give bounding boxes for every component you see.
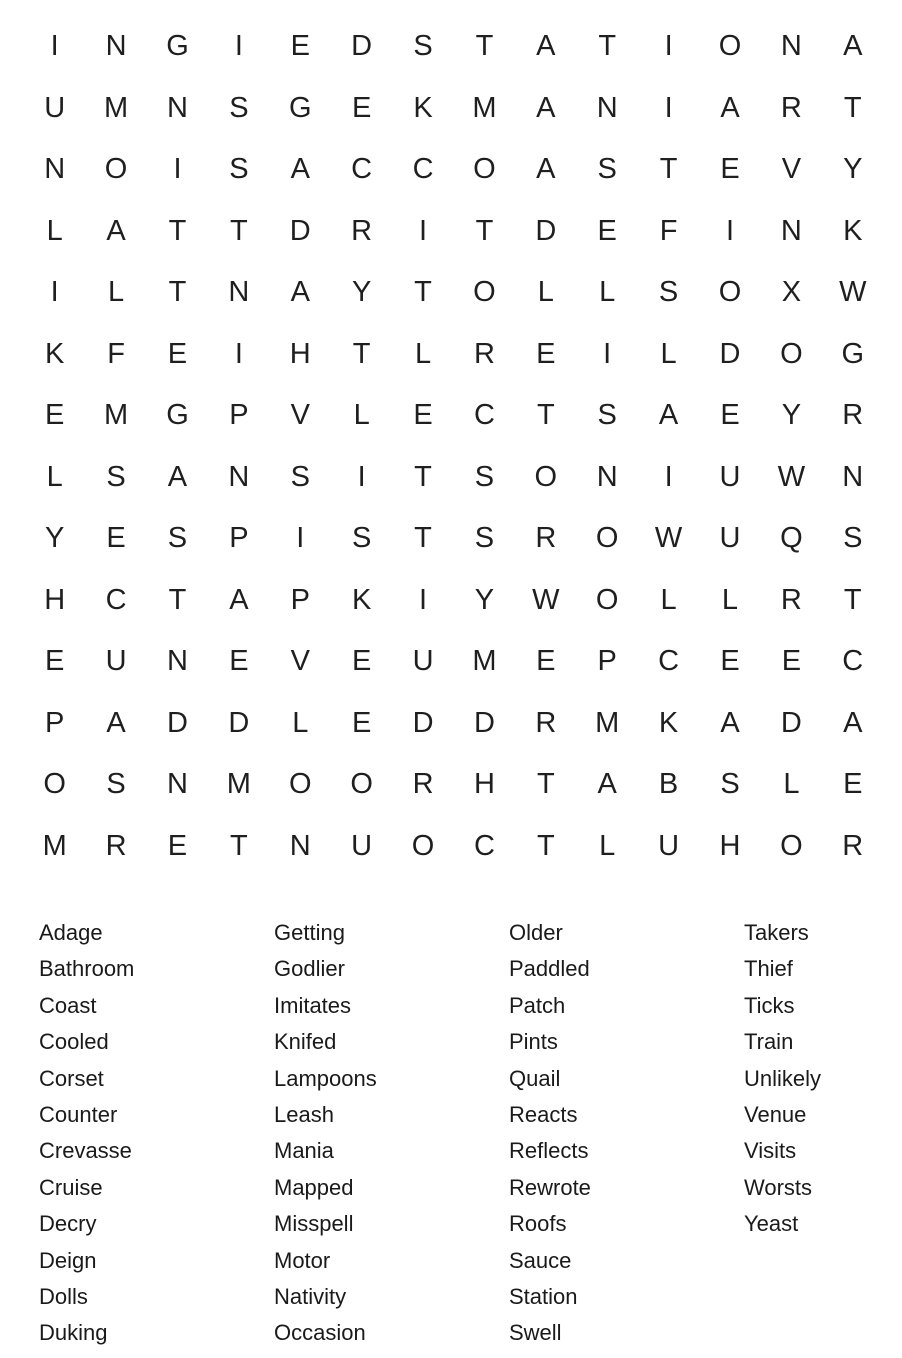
- grid-letter[interactable]: R: [412, 768, 434, 801]
- grid-letter[interactable]: R: [351, 214, 373, 247]
- grid-letter[interactable]: S: [167, 522, 188, 555]
- grid-letter[interactable]: D: [351, 30, 373, 63]
- grid-letter[interactable]: L: [46, 460, 63, 493]
- grid-letter[interactable]: M: [226, 768, 251, 801]
- word-list-item: Worsts: [744, 1174, 813, 1200]
- word-list-item: Mapped: [274, 1174, 354, 1200]
- grid-letter[interactable]: E: [45, 645, 65, 678]
- grid-letter[interactable]: T: [230, 214, 248, 247]
- word-list-item: Paddled: [509, 956, 590, 982]
- grid-letter[interactable]: O: [473, 276, 496, 309]
- grid-letter[interactable]: D: [719, 337, 741, 370]
- grid-letter[interactable]: C: [473, 399, 495, 432]
- grid-letter[interactable]: S: [474, 522, 495, 555]
- word-list-item: Deign: [39, 1247, 97, 1273]
- grid-letter[interactable]: S: [106, 768, 126, 801]
- grid-letter[interactable]: H: [719, 829, 741, 862]
- grid-letter[interactable]: S: [290, 460, 310, 493]
- grid-letter[interactable]: E: [597, 214, 617, 247]
- word-list-item: Corset: [39, 1065, 104, 1091]
- grid-letter[interactable]: N: [105, 30, 127, 63]
- word-list-item: Mania: [274, 1138, 334, 1164]
- grid-letter[interactable]: W: [777, 460, 806, 493]
- grid-letter[interactable]: T: [414, 460, 432, 493]
- grid-letter[interactable]: O: [104, 153, 128, 186]
- grid-letter[interactable]: I: [234, 30, 243, 63]
- grid-letter[interactable]: D: [780, 706, 802, 739]
- grid-letter[interactable]: P: [290, 583, 310, 616]
- grid-letter[interactable]: R: [842, 829, 864, 862]
- grid-letter[interactable]: S: [597, 153, 617, 186]
- word-list-item: Getting: [274, 920, 345, 945]
- grid-letter[interactable]: I: [234, 337, 243, 370]
- grid-letter[interactable]: C: [412, 153, 434, 186]
- grid-letter[interactable]: O: [411, 829, 435, 862]
- grid-letter[interactable]: U: [44, 91, 66, 124]
- grid-letter[interactable]: N: [228, 460, 250, 493]
- grid-letter[interactable]: T: [475, 30, 494, 63]
- grid-letter[interactable]: O: [780, 337, 803, 370]
- word-list-item: Sauce: [509, 1247, 572, 1273]
- grid-letter[interactable]: L: [46, 214, 63, 247]
- grid-letter[interactable]: H: [473, 768, 495, 801]
- grid-letter[interactable]: S: [597, 399, 617, 432]
- grid-letter[interactable]: E: [720, 645, 740, 678]
- grid-letter[interactable]: I: [357, 460, 366, 493]
- grid-letter[interactable]: I: [725, 214, 735, 247]
- grid-letter[interactable]: H: [289, 337, 311, 370]
- grid-letter[interactable]: R: [780, 583, 802, 616]
- grid-letter[interactable]: E: [781, 645, 802, 678]
- grid-letter[interactable]: I: [419, 214, 428, 247]
- letter-grid: [24, 16, 884, 877]
- grid-letter[interactable]: S: [658, 276, 679, 309]
- grid-letter[interactable]: O: [473, 153, 496, 186]
- grid-letter[interactable]: R: [780, 91, 802, 124]
- grid-letter[interactable]: V: [781, 153, 802, 186]
- word-list-item: Cruise: [39, 1174, 103, 1200]
- grid-letter[interactable]: A: [167, 460, 188, 493]
- grid-letter[interactable]: A: [536, 91, 556, 124]
- word-column: [509, 915, 744, 1352]
- grid-letter[interactable]: D: [535, 214, 557, 247]
- word-list-item: Patch: [509, 992, 566, 1018]
- word-list-item: Unlikely: [744, 1065, 822, 1091]
- grid-letter[interactable]: H: [44, 583, 66, 616]
- grid-letter[interactable]: C: [842, 645, 864, 678]
- grid-letter[interactable]: L: [599, 276, 616, 309]
- word-list-item: Train: [744, 1029, 794, 1055]
- grid-letter[interactable]: T: [536, 399, 555, 432]
- grid-letter[interactable]: E: [843, 768, 863, 801]
- grid-letter[interactable]: E: [229, 645, 249, 678]
- grid-letter[interactable]: L: [414, 337, 432, 370]
- grid-letter[interactable]: N: [228, 276, 250, 309]
- grid-letter[interactable]: N: [167, 91, 188, 124]
- word-list-item: Duking: [39, 1320, 108, 1346]
- word-list-item: Rewrote: [509, 1174, 591, 1200]
- grid-letter[interactable]: T: [598, 30, 617, 63]
- grid-letter[interactable]: E: [536, 645, 556, 678]
- grid-letter[interactable]: I: [419, 583, 428, 616]
- grid-letter[interactable]: L: [783, 768, 800, 801]
- grid-letter[interactable]: Y: [45, 522, 65, 555]
- grid-letter[interactable]: T: [536, 768, 555, 801]
- grid-letter[interactable]: S: [106, 460, 126, 493]
- word-list-item: Reacts: [509, 1101, 578, 1127]
- grid-letter[interactable]: T: [659, 153, 678, 186]
- grid-letter[interactable]: I: [173, 153, 182, 186]
- word-list-item: Visits: [744, 1138, 797, 1164]
- grid-letter[interactable]: W: [839, 276, 867, 309]
- grid-letter[interactable]: S: [720, 768, 740, 801]
- grid-letter[interactable]: S: [474, 460, 495, 493]
- grid-letter[interactable]: A: [658, 399, 679, 432]
- grid-letter[interactable]: P: [229, 399, 249, 432]
- grid-letter[interactable]: T: [352, 337, 371, 370]
- grid-letter[interactable]: N: [167, 645, 188, 678]
- grid-letter[interactable]: L: [660, 583, 677, 616]
- grid-letter[interactable]: F: [107, 337, 125, 370]
- word-list-item: Ticks: [744, 992, 795, 1018]
- word-list-item: Swell: [509, 1320, 562, 1346]
- grid-letter[interactable]: A: [843, 706, 863, 739]
- grid-letter[interactable]: M: [595, 706, 620, 739]
- word-list-item: Thief: [744, 956, 793, 982]
- grid-letter[interactable]: T: [536, 829, 555, 862]
- grid-letter[interactable]: I: [50, 276, 59, 309]
- grid-letter[interactable]: E: [167, 829, 188, 862]
- word-column: [744, 915, 889, 1352]
- grid-letter[interactable]: D: [473, 706, 495, 739]
- grid-letter[interactable]: A: [290, 153, 310, 186]
- word-list-item: Dolls: [39, 1283, 88, 1309]
- word-list-item: Station: [509, 1283, 578, 1309]
- grid-letter[interactable]: L: [660, 337, 677, 370]
- word-list-item: Reflects: [509, 1138, 589, 1164]
- grid-letter[interactable]: L: [537, 276, 554, 309]
- grid-letter[interactable]: D: [228, 706, 250, 739]
- grid-letter[interactable]: M: [472, 91, 497, 124]
- grid-letter[interactable]: A: [843, 30, 863, 63]
- grid-letter[interactable]: O: [595, 522, 619, 555]
- grid-letter[interactable]: C: [351, 153, 373, 186]
- grid-letter[interactable]: E: [720, 399, 740, 432]
- grid-letter[interactable]: O: [718, 30, 742, 63]
- grid-letter[interactable]: T: [168, 276, 187, 309]
- grid-letter[interactable]: U: [658, 829, 680, 862]
- grid-letter[interactable]: E: [536, 337, 556, 370]
- grid-letter[interactable]: S: [843, 522, 863, 555]
- word-list-item: Yeast: [744, 1211, 799, 1237]
- word-list-item: Lampoons: [274, 1065, 377, 1091]
- grid-letter[interactable]: T: [475, 214, 494, 247]
- grid-letter[interactable]: C: [473, 829, 495, 862]
- grid-letter[interactable]: M: [472, 645, 497, 678]
- grid-letter[interactable]: U: [719, 460, 741, 493]
- grid-letter[interactable]: K: [351, 583, 372, 616]
- grid-letter[interactable]: A: [106, 214, 126, 247]
- grid-letter[interactable]: K: [658, 706, 679, 739]
- grid-letter[interactable]: P: [229, 522, 249, 555]
- grid-letter[interactable]: E: [351, 91, 372, 124]
- grid-letter[interactable]: A: [290, 276, 310, 309]
- grid-letter[interactable]: A: [536, 30, 556, 63]
- grid-letter[interactable]: E: [413, 399, 433, 432]
- grid-letter[interactable]: A: [229, 583, 249, 616]
- grid-letter[interactable]: S: [351, 522, 372, 555]
- grid-letter[interactable]: P: [597, 645, 617, 678]
- grid-letter[interactable]: U: [105, 645, 127, 678]
- grid-letter[interactable]: L: [108, 276, 125, 309]
- grid-letter[interactable]: E: [720, 153, 740, 186]
- word-list-item: Decry: [39, 1211, 97, 1237]
- word-list-item: Misspell: [274, 1211, 354, 1237]
- grid-letter[interactable]: V: [290, 645, 310, 678]
- word-list-item: Godlier: [274, 956, 345, 982]
- grid-letter[interactable]: C: [658, 645, 680, 678]
- grid-letter[interactable]: R: [535, 522, 557, 555]
- grid-letter[interactable]: U: [412, 645, 434, 678]
- grid-letter[interactable]: S: [413, 30, 433, 63]
- grid-letter[interactable]: R: [842, 399, 864, 432]
- grid-letter[interactable]: Y: [351, 276, 372, 309]
- grid-letter[interactable]: T: [230, 829, 248, 862]
- word-column: [39, 915, 274, 1352]
- grid-letter[interactable]: Y: [474, 583, 495, 616]
- grid-letter[interactable]: G: [166, 399, 189, 432]
- grid-letter[interactable]: I: [664, 30, 673, 63]
- grid-letter[interactable]: I: [664, 460, 673, 493]
- grid-letter[interactable]: M: [104, 91, 129, 124]
- grid-letter[interactable]: A: [720, 706, 740, 739]
- grid-letter[interactable]: S: [229, 153, 249, 186]
- word-list-item: Knifed: [274, 1029, 337, 1055]
- grid-letter[interactable]: E: [351, 645, 372, 678]
- grid-letter[interactable]: Y: [843, 153, 863, 186]
- grid-letter[interactable]: T: [414, 522, 432, 555]
- grid-letter[interactable]: O: [595, 583, 619, 616]
- grid-letter[interactable]: N: [842, 460, 864, 493]
- grid-letter[interactable]: E: [167, 337, 188, 370]
- grid-letter[interactable]: G: [288, 91, 312, 124]
- grid-letter[interactable]: F: [659, 214, 678, 247]
- grid-letter[interactable]: G: [841, 337, 865, 370]
- grid-letter[interactable]: U: [719, 522, 741, 555]
- word-list-item: Cooled: [39, 1029, 109, 1055]
- grid-letter[interactable]: R: [105, 829, 127, 862]
- grid-letter[interactable]: N: [596, 460, 618, 493]
- grid-letter[interactable]: O: [43, 768, 66, 801]
- word-list-item: Motor: [274, 1247, 331, 1273]
- grid-letter[interactable]: L: [721, 583, 739, 616]
- grid-letter[interactable]: A: [720, 91, 740, 124]
- grid-letter[interactable]: D: [167, 706, 188, 739]
- grid-letter[interactable]: N: [780, 214, 802, 247]
- grid-letter[interactable]: K: [413, 91, 433, 124]
- grid-letter[interactable]: E: [45, 399, 65, 432]
- word-column: [274, 915, 509, 1352]
- grid-letter[interactable]: G: [166, 30, 189, 63]
- grid-letter[interactable]: E: [106, 522, 126, 555]
- grid-letter[interactable]: I: [664, 91, 673, 124]
- grid-letter[interactable]: V: [290, 399, 310, 432]
- grid-letter[interactable]: O: [780, 829, 803, 862]
- grid-letter[interactable]: D: [412, 706, 434, 739]
- grid-letter[interactable]: I: [296, 522, 305, 555]
- grid-letter[interactable]: M: [42, 829, 67, 862]
- grid-letter[interactable]: R: [473, 337, 495, 370]
- grid-letter[interactable]: M: [104, 399, 129, 432]
- word-list-item: Crevasse: [39, 1138, 132, 1164]
- grid-letter[interactable]: C: [105, 583, 127, 616]
- grid-letter[interactable]: T: [168, 583, 187, 616]
- grid-letter[interactable]: T: [414, 276, 432, 309]
- word-list-item: Roofs: [509, 1211, 567, 1237]
- word-list-item: Pints: [509, 1029, 558, 1055]
- word-list-item: Bathroom: [39, 956, 135, 982]
- grid-letter[interactable]: I: [50, 30, 59, 63]
- word-list: [39, 915, 889, 1352]
- grid-letter[interactable]: T: [843, 91, 862, 124]
- grid-letter[interactable]: N: [780, 30, 802, 63]
- grid-letter[interactable]: K: [843, 214, 863, 247]
- grid-letter[interactable]: L: [599, 829, 616, 862]
- word-list-item: Occasion: [274, 1320, 366, 1346]
- grid-letter[interactable]: O: [534, 460, 558, 493]
- word-list-item: Takers: [744, 920, 809, 945]
- grid-letter[interactable]: S: [229, 91, 249, 124]
- grid-letter[interactable]: B: [658, 768, 679, 801]
- grid-letter[interactable]: P: [45, 706, 65, 739]
- word-list-item: Venue: [744, 1101, 807, 1127]
- grid-letter[interactable]: I: [603, 337, 612, 370]
- word-list-item: Adage: [39, 920, 103, 945]
- grid-letter[interactable]: N: [289, 829, 311, 862]
- grid-letter[interactable]: E: [351, 706, 372, 739]
- word-list-item: Imitates: [274, 992, 352, 1018]
- grid-letter[interactable]: T: [168, 214, 187, 247]
- grid-letter[interactable]: X: [781, 276, 802, 309]
- grid-letter[interactable]: Y: [781, 399, 802, 432]
- grid-letter[interactable]: T: [843, 583, 862, 616]
- grid-letter[interactable]: A: [536, 153, 556, 186]
- word-list-item: Counter: [39, 1101, 118, 1127]
- grid-letter[interactable]: N: [596, 91, 618, 124]
- grid-letter[interactable]: A: [106, 706, 126, 739]
- word-list-item: Coast: [39, 992, 97, 1018]
- grid-letter[interactable]: N: [167, 768, 188, 801]
- word-list-item: Nativity: [274, 1283, 347, 1309]
- grid-letter[interactable]: W: [654, 522, 683, 555]
- word-list-item: Leash: [274, 1101, 334, 1127]
- grid-letter[interactable]: W: [532, 583, 560, 616]
- grid-letter[interactable]: K: [45, 337, 65, 370]
- grid-letter[interactable]: O: [718, 276, 742, 309]
- word-list-item: Older: [509, 920, 563, 945]
- grid-letter[interactable]: O: [350, 768, 373, 801]
- word-list-item: Quail: [509, 1065, 561, 1091]
- grid-letter[interactable]: O: [288, 768, 312, 801]
- grid-letter[interactable]: Q: [780, 522, 803, 555]
- grid-letter[interactable]: A: [597, 768, 617, 801]
- grid-letter[interactable]: L: [353, 399, 370, 432]
- grid-letter[interactable]: E: [290, 30, 310, 63]
- grid-letter[interactable]: U: [351, 829, 373, 862]
- grid-letter[interactable]: L: [292, 706, 309, 739]
- grid-letter[interactable]: N: [44, 153, 66, 186]
- grid-letter[interactable]: R: [535, 706, 557, 739]
- grid-letter[interactable]: D: [289, 214, 311, 247]
